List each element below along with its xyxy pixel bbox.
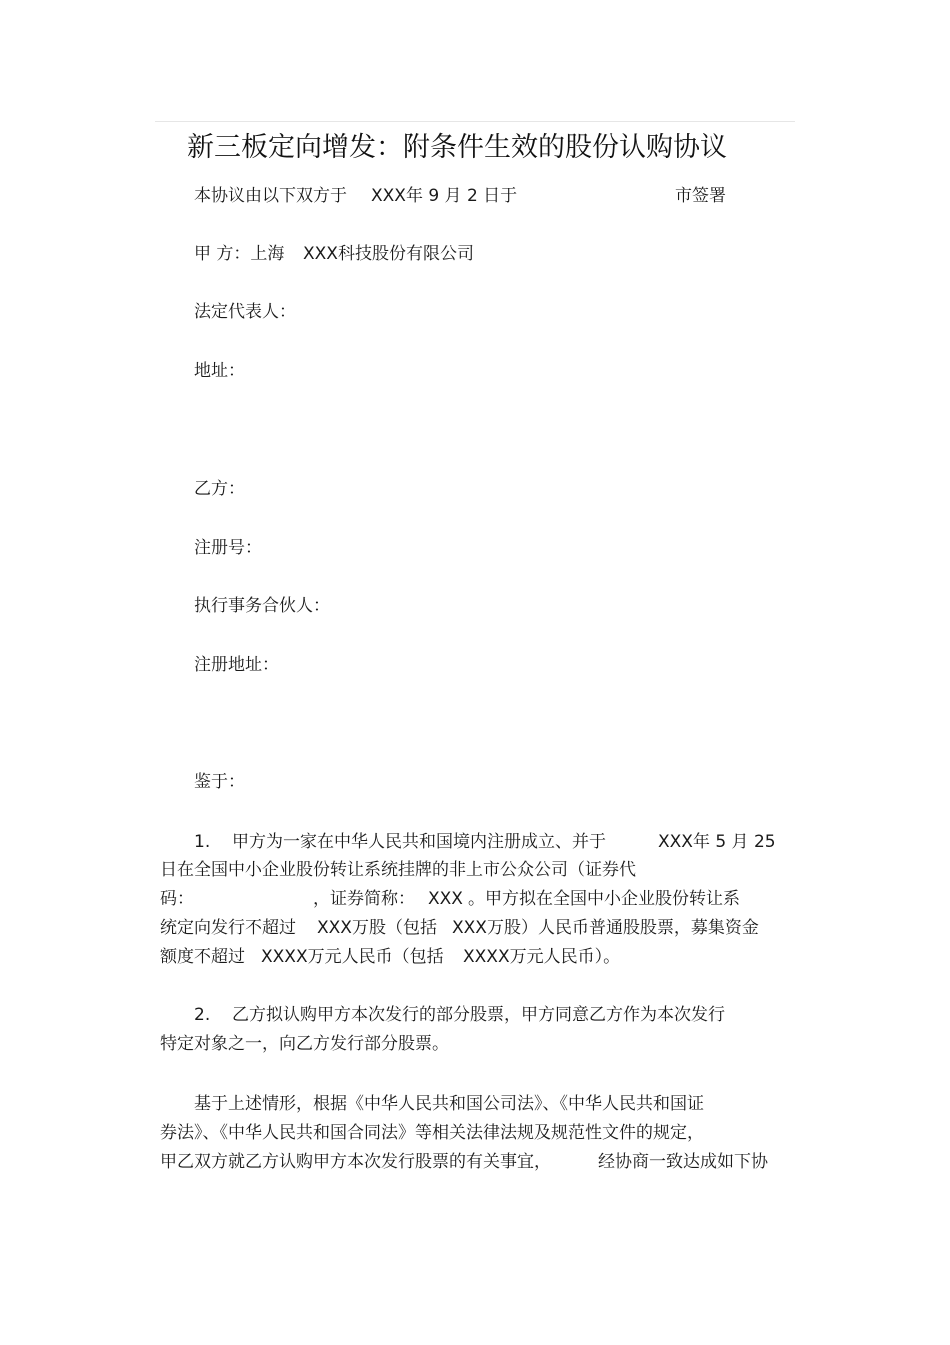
clause1-line1-date: XXX年 5 月 25 (658, 832, 776, 852)
clause1-line5c: XXXX万元人民币）。 (463, 947, 621, 967)
clause2-number: 2. (194, 1005, 211, 1025)
party-b-partner: 执行事务合伙人： (194, 596, 330, 616)
clause1-line4a: 统定向发行不超过 (160, 918, 296, 938)
clause1-line2: 日在全国中小企业股份转让系统挂牌的非上市公众公司（证券代 (160, 860, 636, 880)
clause1-line4c: XXX万股）人民币普通股股票，募集资金 (452, 918, 759, 938)
party-a-label: 甲 方：上海 (194, 244, 285, 264)
basis-line3a: 甲乙双方就乙方认购甲方本次发行股票的有关事宜， (160, 1152, 551, 1172)
intro-text-1: 本协议由以下双方于 (194, 186, 347, 206)
party-a-address: 地址： (194, 361, 245, 381)
party-a-name: XXX科技股份有限公司 (303, 244, 474, 264)
intro-date: XXX年 9 月 2 日于 (371, 186, 518, 206)
clause1-line3-rest: 。甲方拟在全国中小企业股份转让系 (468, 889, 740, 909)
clause1-line4b: XXX万股（包括 (317, 918, 437, 938)
party-b-reg-no: 注册号： (194, 538, 262, 558)
basis-line1: 基于上述情形，根据《中华人民共和国公司法》、《中华人民共和国证 (194, 1094, 704, 1114)
clause1-line5b: XXXX万元人民币（包括 (261, 947, 444, 967)
party-b-label: 乙方： (194, 479, 245, 499)
intro-text-2: 市签署 (675, 186, 726, 206)
clause2-line2: 特定对象之一，向乙方发行部分股票。 (160, 1034, 449, 1054)
basis-line3b: 经协商一致达成如下协 (598, 1152, 768, 1172)
clause1-line3-abbr-label: ，证券简称： (313, 889, 415, 909)
page-title: 新三板定向增发：附条件生效的股份认购协议 (187, 132, 727, 163)
clause2-line1: 乙方拟认购甲方本次发行的部分股票，甲方同意乙方作为本次发行 (232, 1005, 725, 1025)
clause1-line3-abbr: XXX (428, 889, 463, 909)
clause1-line3-code: 码： (160, 889, 194, 909)
party-b-reg-address: 注册地址： (194, 655, 279, 675)
clause1-line1: 甲方为一家在中华人民共和国境内注册成立、并于 (232, 832, 606, 852)
clause1-number: 1. (194, 832, 211, 852)
clause1-line5a: 额度不超过 (160, 947, 245, 967)
basis-line2: 券法》、《中华人民共和国合同法》等相关法律法规及规范性文件的规定， (160, 1123, 704, 1143)
whereas-heading: 鉴于： (194, 772, 245, 792)
header-rule (155, 121, 795, 122)
party-a-representative: 法定代表人： (194, 302, 296, 322)
